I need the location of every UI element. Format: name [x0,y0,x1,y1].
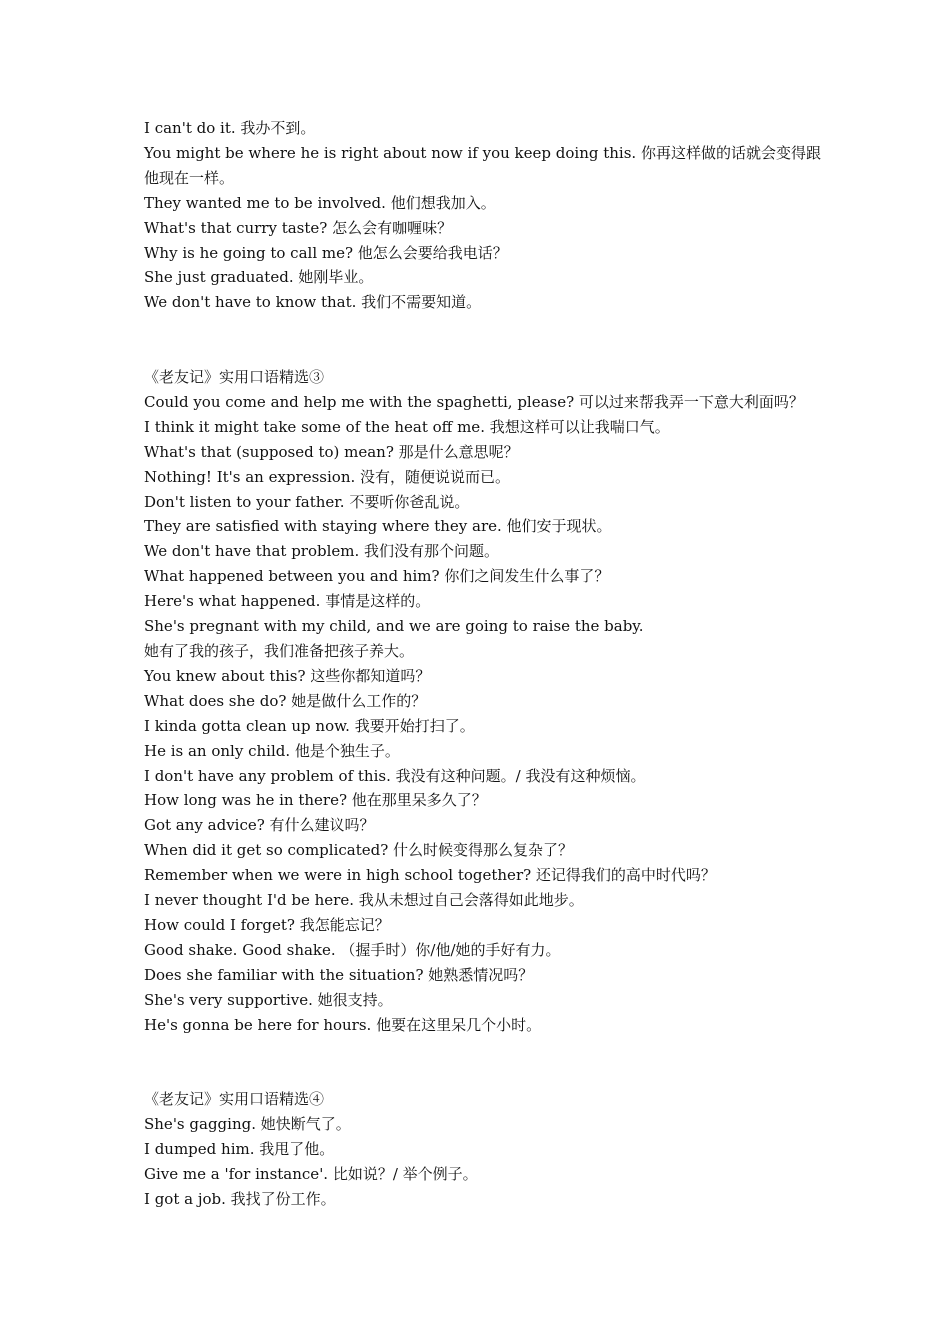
phrase-line: She's pregnant with my child, and we are going to raise the baby. [144,617,644,636]
phrase-line: Could you come and help me with the spaghetti, please? 可以过来帮我弄一下意大利面吗？ [144,392,804,411]
phrase-line: Got any advice? 有什么建议吗？ [144,816,375,835]
phrase-line: How long was he in there? 他在那里呆多久了？ [144,791,487,810]
phrase-line: Remember when we were in high school together? 还记得我们的高中时代吗？ [144,866,716,885]
phrase-line: How could I forget? 我怎能忘记？ [144,915,390,934]
phrase-line: She's gagging. 她快断气了。 [144,1115,351,1134]
phrase-line: Good shake. Good shake. （握手时）你/他/她的手好有力。 [144,940,561,959]
phrase-line: 她有了我的孩子，我们准备把孩子养大。 [144,642,415,661]
phrase-line: I can't do it. 我办不到。 [144,119,316,137]
phrase-line: I don't have any problem of this. 我没有这种问题。/ 我没有这种烦恼。 [144,766,646,785]
section-spacer [144,315,824,365]
phrase-line: Give me a 'for instance'. 比如说？/ 举个例子。 [144,1165,478,1184]
phrase-line: Why is he going to call me? 他怎么会要给我电话？ [144,243,508,262]
section-spacer [144,1038,824,1088]
phrase-line: I think it might take some of the heat off me. 我想这样可以让我喘口气。 [144,417,670,436]
section-heading: 《老友记》实用口语精选④ [144,1090,325,1109]
phrase-line: What does she do? 她是做什么工作的？ [144,691,427,710]
document-body [144,116,824,1212]
phrase-line: She's very supportive. 她很支持。 [144,990,393,1009]
phrase-line: We don't have that problem. 我们没有那个问题。 [144,542,500,561]
section-phrases-3 [144,365,824,1037]
phrase-line: I kinda gotta clean up now. 我要开始打扫了。 [144,716,475,735]
section-phrases-1 [144,116,824,315]
section-phrases-4 [144,1087,824,1212]
phrase-line: They wanted me to be involved. 他们想我加入。 [144,193,496,212]
phrase-line: You might be where he is right about now if you keep doing this. 你再这样做的话就会变得跟他现在一样。 [144,143,821,187]
phrase-line: I dumped him. 我甩了他。 [144,1140,335,1159]
phrase-line: I never thought I'd be here. 我从未想过自己会落得如此地步。 [144,891,584,910]
section-heading: 《老友记》实用口语精选③ [144,368,325,387]
phrase-line: What's that (supposed to) mean? 那是什么意思呢？ [144,442,519,461]
phrase-line: Don't listen to your father. 不要听你爸乱说。 [144,492,470,511]
phrase-line: He's gonna be here for hours. 他要在这里呆几个小时。 [144,1015,542,1034]
phrase-line: Here's what happened. 事情是这样的。 [144,592,431,611]
phrase-line: Does she familiar with the situation? 她熟悉情况吗？ [144,965,534,984]
phrase-line: He is an only child. 他是个独生子。 [144,741,400,760]
phrase-line: We don't have to know that. 我们不需要知道。 [144,293,482,312]
phrase-line: You knew about this? 这些你都知道吗？ [144,666,431,685]
phrase-line: When did it get so complicated? 什么时候变得那么复杂了？ [144,841,574,860]
phrase-line: She just graduated. 她刚毕业。 [144,268,374,287]
phrase-line: They are satisfied with staying where they are. 他们安于现状。 [144,517,612,536]
phrase-line: I got a job. 我找了份工作。 [144,1189,336,1208]
phrase-line: What happened between you and him? 你们之间发生什么事了？ [144,567,610,586]
phrase-line: Nothing! It's an expression. 没有，随便说说而已。 [144,467,511,486]
phrase-line: What's that curry taste? 怎么会有咖喱味？ [144,218,453,237]
